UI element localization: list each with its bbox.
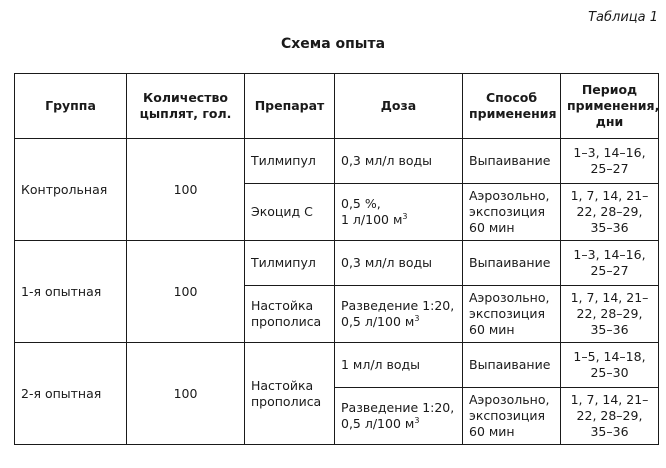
- cell-drug: Тилмипул: [245, 139, 335, 184]
- dose-line: Разведение 1:20,: [341, 400, 455, 415]
- cell-method: Аэрозольно, экспозиция 60 мин: [463, 388, 561, 445]
- table-number-label: Таблица 1: [588, 10, 658, 25]
- dose-line: 0,5 л/100 м: [341, 416, 415, 431]
- cell-method: Выпаивание: [463, 139, 561, 184]
- cell-period: 1, 7, 14, 21–22, 28–29, 35–36: [561, 388, 659, 445]
- cell-group: Контрольная: [15, 139, 127, 241]
- cell-drug: Настойка прополиса: [245, 286, 335, 343]
- cell-period: 1–5, 14–18, 25–30: [561, 343, 659, 388]
- cell-period: 1–3, 14–16, 25–27: [561, 241, 659, 286]
- dose-superscript: 3: [414, 415, 420, 425]
- cell-dose: 1 мл/л воды: [335, 343, 463, 388]
- cell-dose: 0,3 мл/л воды: [335, 139, 463, 184]
- cell-dose: 0,3 мл/л воды: [335, 241, 463, 286]
- dose-superscript: 3: [402, 211, 408, 221]
- cell-period: 1, 7, 14, 21–22, 28–29, 35–36: [561, 184, 659, 241]
- header-count: Количество цыплят, гол.: [127, 74, 245, 139]
- cell-method: Аэрозольно, экспозиция 60 мин: [463, 286, 561, 343]
- cell-count: 100: [127, 343, 245, 445]
- cell-dose: [335, 388, 463, 445]
- cell-group: 1-я опытная: [15, 241, 127, 343]
- table-row: [15, 139, 659, 184]
- cell-method: Выпаивание: [463, 241, 561, 286]
- table-row: [15, 343, 659, 388]
- header-group: Группа: [15, 74, 127, 139]
- table-title: Схема опыта: [280, 36, 386, 52]
- dose-line: 1 л/100 м: [341, 212, 403, 227]
- experiment-scheme-table: [14, 73, 659, 445]
- dose-superscript: 3: [414, 313, 420, 323]
- cell-method: Выпаивание: [463, 343, 561, 388]
- cell-count: 100: [127, 241, 245, 343]
- dose-line: Разведение 1:20,: [341, 298, 455, 313]
- cell-group: 2-я опытная: [15, 343, 127, 445]
- cell-period: 1, 7, 14, 21–22, 28–29, 35–36: [561, 286, 659, 343]
- header-drug: Препарат: [245, 74, 335, 139]
- dose-line: 0,5 %,: [341, 196, 381, 211]
- header-period: Период применения, дни: [561, 74, 659, 139]
- header-method: Способ применения: [463, 74, 561, 139]
- cell-dose: [335, 184, 463, 241]
- cell-method: Аэрозольно, экспозиция 60 мин: [463, 184, 561, 241]
- table-row: [15, 241, 659, 286]
- header-row: [15, 74, 659, 139]
- cell-drug: Настойка прополиса: [245, 343, 335, 445]
- cell-count: 100: [127, 139, 245, 241]
- cell-drug: Тилмипул: [245, 241, 335, 286]
- header-dose: Доза: [335, 74, 463, 139]
- cell-period: 1–3, 14–16, 25–27: [561, 139, 659, 184]
- cell-dose: [335, 286, 463, 343]
- cell-drug: Экоцид С: [245, 184, 335, 241]
- dose-line: 0,5 л/100 м: [341, 314, 415, 329]
